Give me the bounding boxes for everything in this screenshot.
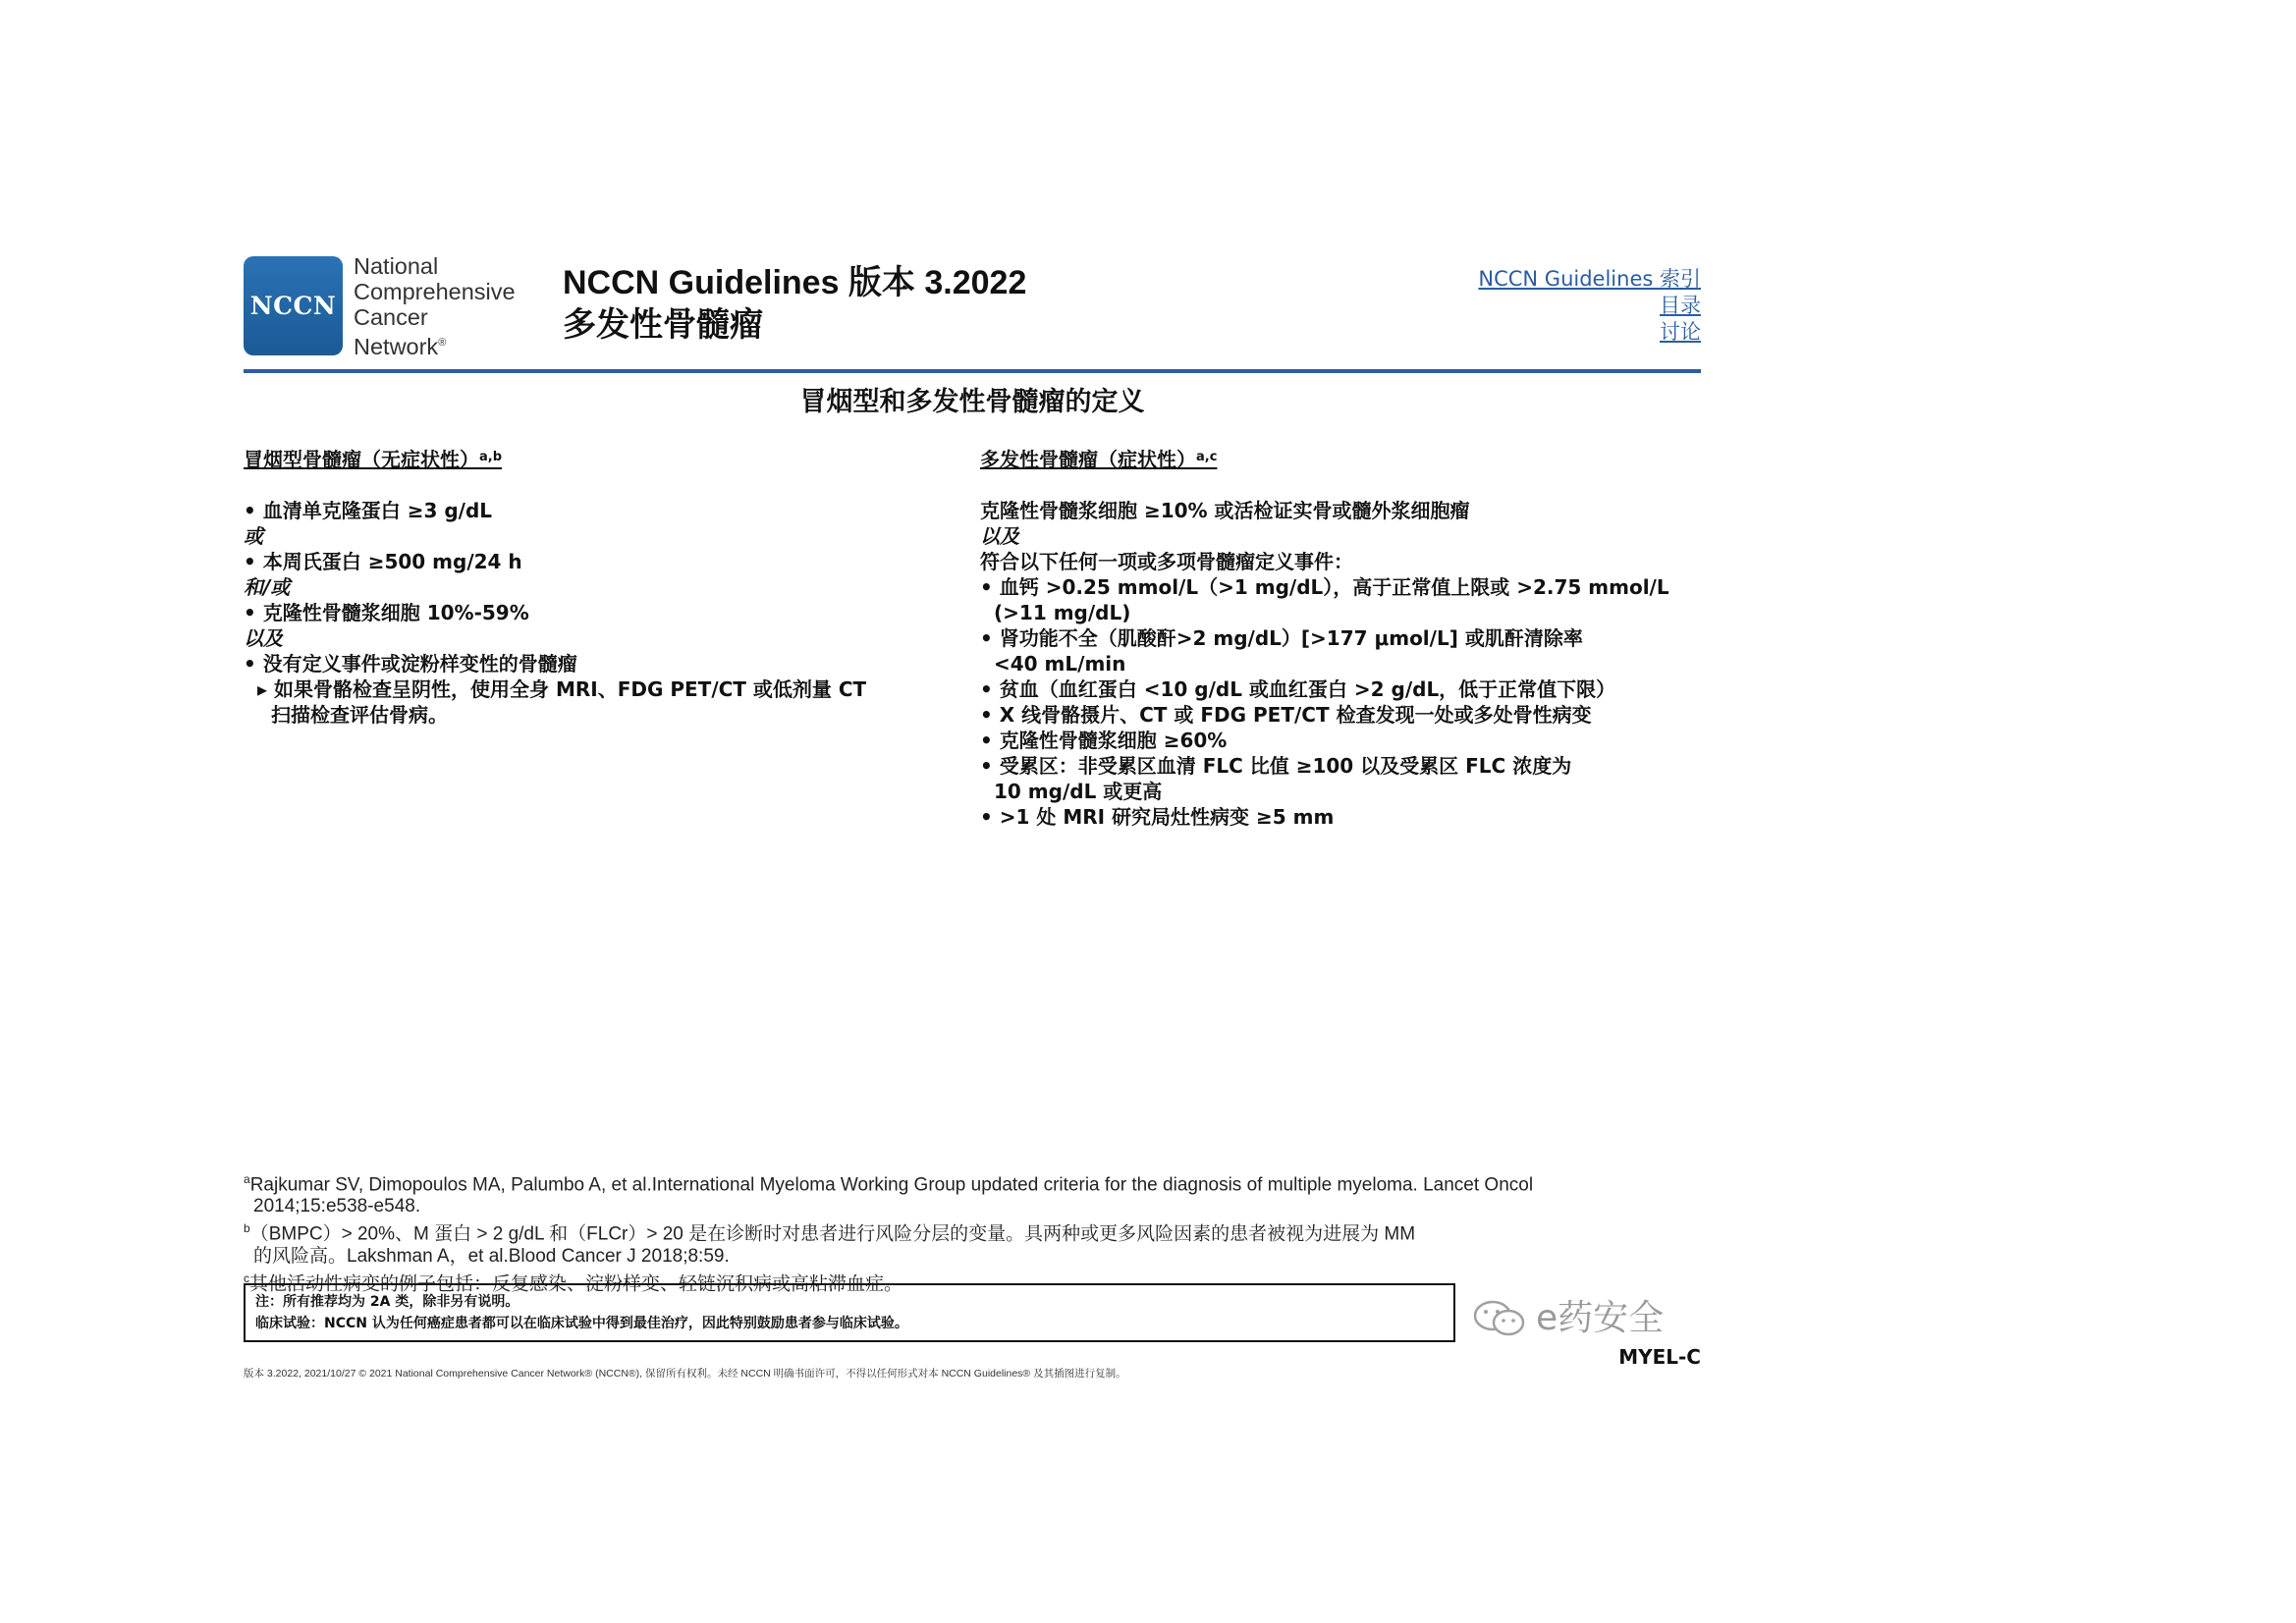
footnote: $^a$Rajkumar SV, Dimopoulos MA, Palumbo A, et al.International Myeloma Working Group updated criteria for the diagnosis of multiple myeloma. Lancet Oncol xyxy=(244,1172,1534,1196)
footnote-mark: b xyxy=(244,1221,250,1236)
criteria-item: 扫描检查评估骨病。 xyxy=(271,703,448,727)
conjunction-text: 和/或 xyxy=(244,575,291,599)
criteria-item: • 血清单克隆蛋白 ≥3 g/dL xyxy=(244,499,493,522)
criteria-item: • 肾功能不全（肌酸酐>2 mg/dL）[>177 μmol/L] 或肌酐清除率 xyxy=(980,626,1583,650)
registered-mark: ® xyxy=(438,337,447,349)
note-box xyxy=(244,1283,1455,1342)
criteria-item: • 血钙 >0.25 mmol/L（>1 mg/dL），高于正常值上限或 >2.75 mmol/L xyxy=(980,575,1669,599)
criteria-list xyxy=(980,498,1701,830)
criteria-item: • 贫血（血红蛋白 <10 g/dL 或血红蛋白 >2 g/dL，低于正常值下限） xyxy=(980,677,1616,701)
criteria-item: ▸ 如果骨骼检查呈阴性，使用全身 MRI、FDG PET/CT 或低剂量 CT xyxy=(257,677,867,701)
page-code: MYEL-C xyxy=(1618,1345,1701,1369)
criteria-item: • 克隆性骨髓浆细胞 10%-59% xyxy=(244,601,529,624)
criteria-list xyxy=(244,498,931,728)
logo-line: National xyxy=(354,253,439,279)
header-divider xyxy=(244,369,1701,373)
page-header xyxy=(244,250,1701,358)
copyright-notice: 版本 3.2022, 2021/10/27 © 2021 National Comprehensive Cancer Network® (NCCN®), 保留所有权利。未经 NCCN 明确书面许可，不得以任何形式对本 NCCN Guidelines® 及其插图进行复制。 xyxy=(244,1368,1126,1380)
criteria-item: (>11 mg/dL) xyxy=(994,601,1131,624)
footnote-mark: c xyxy=(244,1271,249,1285)
footnote: $^b$（BMPC）> 20%、M 蛋白 > 2 g/dL 和（FLCr）> 20 是在诊断时对患者进行风险分层的变量。具两种或更多风险因素的患者被视为进展为 MM xyxy=(244,1221,1416,1245)
criteria-item: • >1 处 MRI 研究局灶性病变 ≥5 mm xyxy=(980,805,1335,829)
criteria-item: • 受累区：非受累区血清 FLC 比值 ≥100 以及受累区 FLC 浓度为 xyxy=(980,754,1572,778)
footnote-continuation: 2014;15:e538-e548. xyxy=(253,1196,421,1217)
conjunction-text: 以及 xyxy=(244,626,283,650)
note-line: 临床试验：NCCN 认为任何癌症患者都可以在临床试验中得到最佳治疗，因此特别鼓励患者参与临床试验。 xyxy=(255,1316,908,1331)
heading-footnote-ref: a,c xyxy=(1196,450,1218,464)
criteria-item: 符合以下任何一项或多项骨髓瘤定义事件： xyxy=(980,550,1353,573)
criteria-item: <40 mL/min xyxy=(994,652,1126,676)
link-table-of-contents[interactable]: 目录 xyxy=(1660,294,1701,317)
watermark-text: e药安全 xyxy=(1536,1298,1665,1338)
guideline-page xyxy=(244,250,1701,1389)
link-guidelines-index[interactable]: NCCN Guidelines 索引 xyxy=(1478,267,1701,291)
criteria-item: • 没有定义事件或淀粉样变性的骨髓瘤 xyxy=(244,652,577,676)
footnote-continuation: 的风险高。Lakshman A，et al.Blood Cancer J 2018;8:59. xyxy=(253,1245,730,1267)
footnote-mark: a xyxy=(244,1172,250,1186)
nccn-logo-mark xyxy=(244,256,343,355)
smoldering-myeloma-column xyxy=(244,445,931,728)
heading-footnote-ref: a,b xyxy=(479,450,503,464)
multiple-myeloma-column xyxy=(980,445,1701,830)
logo-line: Comprehensive xyxy=(354,279,516,304)
criteria-item: • X 线骨骼摄片、CT 或 FDG PET/CT 检查发现一处或多处骨性病变 xyxy=(980,703,1592,727)
guideline-subtitle: 多发性骨髓瘤 xyxy=(563,305,763,345)
watermark xyxy=(1471,1299,1664,1338)
footnote: $^c$其他活动性病变的例子包括：反复感染、淀粉样变、轻链沉积病或高粘滞血症。 xyxy=(244,1271,903,1294)
criteria-item: 10 mg/dL 或更高 xyxy=(994,780,1163,803)
footnotes xyxy=(244,1168,1701,1295)
criteria-item: • 克隆性骨髓浆细胞 ≥60% xyxy=(980,729,1228,752)
link-discussion[interactable]: 讨论 xyxy=(1660,320,1701,344)
criteria-item: 克隆性骨髓浆细胞 ≥10% 或活检证实骨或髓外浆细胞瘤 xyxy=(980,499,1470,522)
logo-line: Network® xyxy=(354,333,447,359)
conjunction-text: 或 xyxy=(244,524,263,548)
criteria-item: • 本周氏蛋白 ≥500 mg/24 h xyxy=(244,550,522,573)
logo-wordmark xyxy=(354,253,516,359)
logo-mark-text: NCCN xyxy=(249,292,337,320)
note-line: 注：所有推荐均为 2A 类，除非另有说明。 xyxy=(255,1294,519,1310)
column-heading: 多发性骨髓瘤（症状性）$^{a,c}$ xyxy=(980,448,1218,471)
wechat-icon xyxy=(1471,1299,1530,1338)
logo-line: Cancer xyxy=(354,304,428,330)
conjunction-text: 以及 xyxy=(980,524,1019,548)
nav-links xyxy=(1478,266,1701,346)
column-heading: 冒烟型骨髓瘤（无症状性）$^{a,b}$ xyxy=(244,448,503,471)
guideline-title: NCCN Guidelines 版本 3.2022 xyxy=(563,264,1027,301)
section-title: 冒烟型和多发性骨髓瘤的定义 xyxy=(799,387,1145,417)
